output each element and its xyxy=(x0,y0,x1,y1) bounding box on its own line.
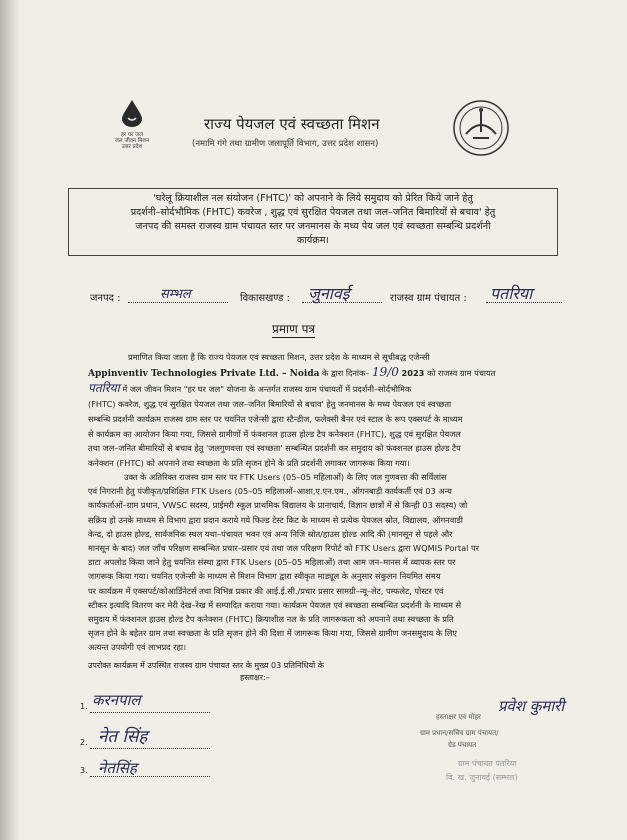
p2-line-d: सक्रिय हो उनके माध्यम से विभाग द्वारा प्रदान कराये गये फिल्ड टेस्ट किट के माध्यम से प्रत्येक पेयजल स्रोत, विद्यालय, ऑगनवाडी xyxy=(88,514,463,525)
pradhan-signature: प्रवेश कुमारी xyxy=(498,697,565,715)
jal-jeevan-mission-logo xyxy=(104,98,160,150)
pradhan-grade: ग्रेड पंचायत xyxy=(448,741,477,749)
logo-caption-3: उत्तर प्रदेश xyxy=(121,144,143,150)
p2-line-g: डाटा अपलोड किया जाने हेतु चयनित संस्था द्वारा FTK Users (05–05 महिलाओं) तथा आम जन–मानस में व्यापक स्तर पर xyxy=(88,557,456,568)
logo-caption-1: हर घर जल xyxy=(121,132,143,138)
p1-line-e: सम्बन्धि प्रदर्शनी कार्यक्रम राजस्व ग्राम स्तर पर चयनित एजेन्सी द्वारा स्टैन्डीज, फलेक्सी बैनर एवं स्टाल के रूप एक्सपर्ट के माध्यम xyxy=(88,413,463,424)
date-suffix: को राजस्व ग्राम पंचायत xyxy=(426,367,496,378)
certificate-title: प्रमाण पत्र xyxy=(272,322,316,336)
janpad-label: जनपद : xyxy=(90,293,121,304)
signers-intro xyxy=(88,660,488,684)
gram-panchayat-label: राजस्व ग्राम पंचायत : xyxy=(390,293,467,304)
up-government-emblem xyxy=(446,98,516,158)
certificate-paragraph-1 xyxy=(88,350,566,471)
p1-line-h: कनेक्शन (FHTC) को अपनाने तथा स्वच्छता के प्रति सृजन होने के प्रति प्रदर्शनी लगाकर जागरूक किया गया। xyxy=(88,457,410,468)
panchayat-handwritten: पतरिया xyxy=(88,381,120,396)
page-shadow xyxy=(0,0,20,840)
date-year: 2023 xyxy=(401,367,425,378)
p1-line-b xyxy=(88,365,566,382)
signer-1-signature: करनपाल xyxy=(92,691,141,709)
signer-3-number: 3. xyxy=(80,766,88,775)
heading-line-1: 'घरेलू क्रियाशील नल संयोजन (FHTC)' को अपनाने के लिये समुदाय को प्रेरित किये जाने हेतु xyxy=(153,193,473,204)
pradhan-designation: ग्राम प्रधान/सचिव ग्राम पंचायत/ xyxy=(420,729,499,737)
p2-line-j: स्टीकर इत्यादि वितरण कर मेरी देख–रेख में सम्पादित कराया गया। कार्यक्रम पेयजल एवं स्वच्छता सम्बन्धित प्रदर्शनी के माध्यम से xyxy=(88,599,462,610)
programme-heading-box xyxy=(68,188,558,256)
gram-panchayat-value: पतरिया xyxy=(490,284,533,303)
p2-line-h: जागरूक किया गया। चयनित एजेन्सी के माध्यम से मिशन विभाग द्वारा स्वीकृत माड्यूल के अनुसार संकुलन नियमित समय xyxy=(88,571,441,582)
certificate-paragraph-2 xyxy=(88,470,566,655)
janpad-value: सम्भल xyxy=(160,287,191,302)
signer-2-signature: नेत सिंह xyxy=(98,727,148,747)
p2-line-l: सृजन होने के बहेतर ग्राम तथा स्वच्छता के प्रति सृजन होने की दिशा में जागरूक किया गया, जिससे ग्रामीण जनसमुदाय के लिए xyxy=(88,628,457,639)
p2-line-b: एवं निगरानी हेतु पंजीकृत/प्रशिक्षित FTK Users (05–05 महिलाओं–आशा,ए.एन.एम., ऑगनबाड़ी कार्यकर्ती एवं 03 अन्य xyxy=(88,486,452,497)
p1-line-g: तथा जल–जनित बीमारियों से बचाव हेतु 'जलगुणवत्ता एवं स्वच्छता' सम्बन्धित प्रदर्शनी कर समुदाय को फंक्शनल हाउस होल्ड टैप xyxy=(88,443,461,454)
logo-caption-2: जल जीवन मिशन xyxy=(114,138,150,144)
p2-line-c: कार्यकर्ताओं–ग्राम प्रधान, VWSC सदस्य, प्राईमरी स्कूल प्राथमिक विद्यालय के प्रानाचार्य, विज्ञान छात्रों में से किन्ही 03 सदस्य) जो xyxy=(88,500,468,511)
p2-line-f: मानसून के बाद) जल जाँच परिक्षण सम्बन्धित प्रचार–प्रसार एवं तथा जल परिक्षण रिपोर्ट को FTK Users द्वारा WQMIS Portal पर xyxy=(88,543,479,554)
panchayat-stamp-line-1: ग्राम पंचायत पतरिया xyxy=(458,759,517,768)
p1-line-a: प्रमाणित किया जाता है कि राज्य पेयजल एवं स्वच्छता मिशन, उत्तर प्रदेश के माध्यम से सूचीबद्ध एजेन्सी xyxy=(128,352,430,362)
janpad-underline xyxy=(128,302,228,303)
heading-line-2: प्रदर्शनी–सोर्दभौमिक (FHTC) कवरेज , शुद्ध एवं सुरक्षित पेयजल तथा जल–जनित बिमारियों से बचाव' हेतु xyxy=(130,207,496,218)
date-prefix: के द्वारा दिनांक– xyxy=(322,367,370,378)
signer-2-number: 2. xyxy=(80,738,88,747)
panchayat-stamp-line-2: वि. ख. जुनावई (सम्भल) xyxy=(446,773,518,782)
signers-intro-line-2: हस्ताक्षर:– xyxy=(240,673,270,682)
signer-2-line xyxy=(90,748,210,749)
signers-intro-line-1: उपरोक्त कार्यक्रम में उपस्थित राजस्व ग्राम पंचायत स्तर के मुख्य 03 प्रतिनिधियों के xyxy=(88,661,324,670)
heading-line-3: जनपद की समस्त राजस्व ग्राम पंचायत स्तर पर जनमानस के मध्य पेय जल एवं स्वच्छता सम्बन्धि प्रदर्शनी xyxy=(135,221,491,232)
signer-1-number: 1. xyxy=(80,702,88,711)
agency-name: Appinventiv Technologies Private Ltd. – Noida xyxy=(88,368,320,379)
mission-subtitle: (नमामि गंगे तथा ग्रामीण जलापूर्ति विभाग, उत्तर प्रदेश शासन) xyxy=(192,139,379,149)
block-value: जुनावई xyxy=(308,284,350,303)
block-label: विकासखण्ड : xyxy=(240,293,291,304)
signer-1-line xyxy=(90,712,210,713)
signer-3-signature: नेतसिंह xyxy=(98,759,137,777)
p2-line-e: केन्द्र, दो हाउस होल्ड, सार्वजनिक स्थल यथा–पंचायत भवन एवं अन्य निजि स्रोत/हाउस होल्ड आदि की (मानसून से पहले और xyxy=(88,528,453,539)
p2-line-i: पर कार्यक्रम में एक्सपर्ट/कोआर्डिनेटर्स तथा विभिन्न प्रकार की आई.ई.सी./प्रचार प्रसार सामग्री–न्यू–लेट, पम्फलेट, पोस्टर एवं xyxy=(88,585,444,596)
p1-line-d: (FHTC) कवरेज, शुद्ध एवं सुरक्षित पेयजल तथा जल–जनित बिमारियों से बचाव' हेतु जनमानस के मध्य पेयजल एवं स्वच्छता xyxy=(88,399,452,410)
p1-line-f: से कार्यक्रम का आयोजन किया गया, जिससे ग्रामीणों में फंक्शनल हाउस होल्ड टैप कनेक्शन (FHTC), शुद्ध एवं सुरक्षित पेयजल xyxy=(88,428,461,439)
water-drop-icon xyxy=(104,98,160,128)
heading-line-4: कार्यक्रम। xyxy=(296,235,330,246)
pradhan-signature-label: हस्ताक्षर एवं मोहर xyxy=(436,713,481,721)
p1-line-c-text: में जल जीवन मिशन "हर घर जल" योजना के अन्तर्गत राजस्व ग्राम पंचायतों में प्रदर्शनी–सोर्दभौमिक xyxy=(122,384,412,395)
p2-line-a: उक्त के अतिरिक्त राजस्व ग्राम स्तर पर FTK Users (05–05 महिलाओं) के लिए जल गुणवत्ता की सर्विलांस xyxy=(124,472,447,482)
p1-line-c xyxy=(88,381,566,397)
date-handwritten: 19/0 xyxy=(371,364,399,379)
p2-line-k: समुदाय में फंक्शनल हाउस होल्ड टैप कनेक्शन (FHTC) क्रियाशील नल के प्रति जागरूकता को अपनाने तथा स्वच्छता के प्रति xyxy=(88,614,454,625)
p2-line-m: अत्यन्त उपयोगी एवं लाभप्रद रहा। xyxy=(88,642,187,653)
mission-title: राज्य पेयजल एवं स्वच्छता मिशन xyxy=(204,115,380,133)
